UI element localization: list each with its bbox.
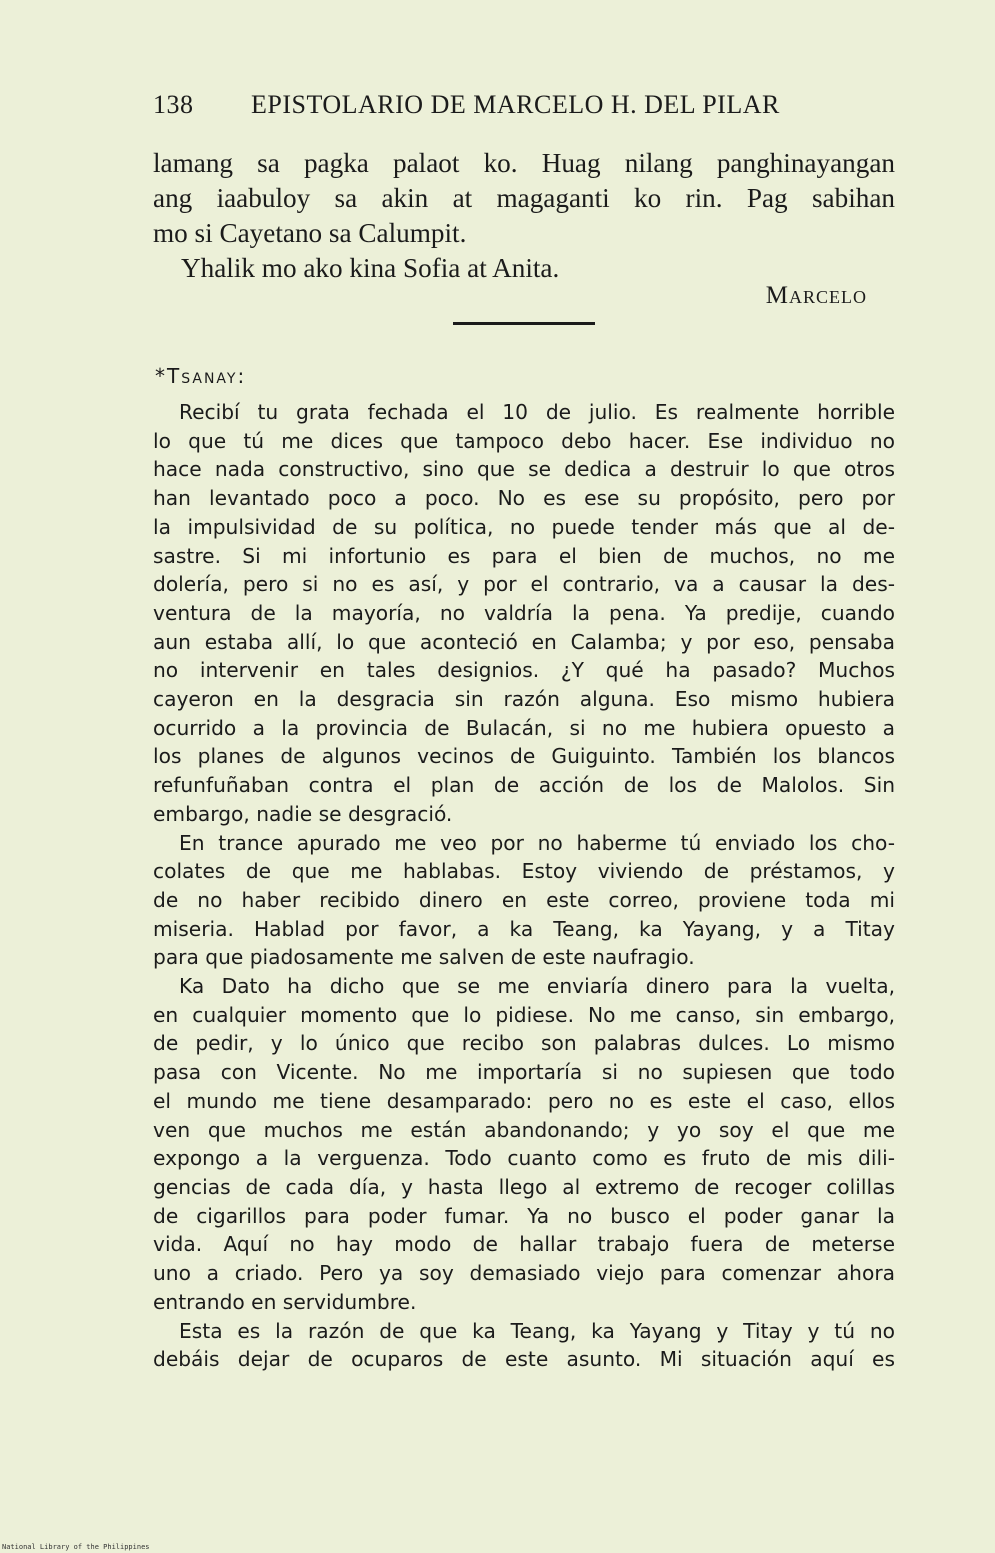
text-line: sastre. Si mi infortunio es para el bien de muchos, no me (153, 543, 895, 568)
text-line: el mundo me tiene desamparado: pero no es este el caso, ellos (153, 1088, 895, 1113)
library-credit: National Library of the Philippines (2, 1543, 150, 1551)
text-line: lo que tú me dices que tampoco debo hacer. Ese individuo no (153, 428, 895, 453)
text-line: dolería, pero si no es así, y por el contrario, va a causar la des- (153, 572, 895, 597)
text-line: colates de que me hablabas. Estoy viviendo de préstamos, y (153, 859, 895, 884)
text-line: debáis dejar de ocuparos de este asunto. Mi situación aquí es (153, 1347, 895, 1372)
tagalog-letter-ending (153, 146, 895, 286)
text-line: miseria. Hablad por favor, a ka Teang, ka Yayang, y a Titay (153, 916, 895, 941)
text-line: Esta es la razón de que ka Teang, ka Yayang y Titay y tú no (179, 1318, 895, 1343)
section-divider (453, 322, 595, 325)
text-line: mo si Cayetano sa Calumpit. (153, 218, 467, 248)
page-number: 138 (153, 90, 194, 119)
text-line: hace nada constructivo, sino que se dedica a destruir lo que otros (153, 457, 895, 482)
text-line: Yhalik mo ako kina Sofia at Anita. (181, 253, 560, 283)
salutation: *Tsanay: (155, 364, 247, 388)
text-line: no intervenir en tales designios. ¿Y qué ha pasado? Muchos (153, 658, 895, 683)
text-line: entrando en servidumbre. (153, 1289, 417, 1314)
text-line: refunfuñaban contra el plan de acción de los de Malolos. Sin (153, 773, 895, 798)
text-line: ven que muchos me están abandonando; y yo soy el que me (153, 1117, 895, 1142)
text-line: lamang sa pagka palaot ko. Huag nilang panghinayangan (153, 148, 895, 178)
text-line: los planes de algunos vecinos de Guiguinto. También los blancos (153, 744, 895, 769)
text-line: aun estaba allí, lo que aconteció en Calamba; y por eso, pensaba (153, 629, 895, 654)
text-line: Recibí tu grata fechada el 10 de julio. Es realmente horrible (179, 400, 895, 424)
text-line: de no haber recibido dinero en este correo, proviene toda mi (153, 887, 895, 912)
text-line: ventura de la mayoría, no valdría la pena. Ya predije, cuando (153, 600, 895, 625)
running-head (153, 90, 803, 120)
text-line: Ka Dato ha dicho que se me enviaría dinero para la vuelta, (179, 974, 895, 999)
text-line: para que piadosamente me salven de este naufragio. (153, 945, 695, 970)
signature: Marcelo (765, 282, 867, 309)
text-line: vida. Aquí no hay modo de hallar trabajo fuera de meterse (153, 1232, 895, 1257)
text-line: cayeron en la desgracia sin razón alguna. Eso mismo hubiera (153, 687, 895, 712)
text-line: en cualquier momento que lo pidiese. No me canso, sin embargo, (153, 1002, 895, 1027)
text-line: la impulsividad de su política, no puede tender más que al de- (153, 514, 895, 539)
text-line: uno a criado. Pero ya soy demasiado viejo para comenzar ahora (153, 1261, 895, 1286)
text-line: embargo, nadie se desgració. (153, 801, 453, 826)
text-line: expongo a la verguenza. Todo cuanto como es fruto de mis dili- (153, 1146, 895, 1171)
book-title: EPISTOLARIO DE MARCELO H. DEL PILAR (251, 90, 780, 119)
text-line: de pedir, y lo único que recibo son palabras dulces. Lo mismo (153, 1031, 895, 1056)
text-line: ocurrido a la provincia de Bulacán, si no me hubiera opuesto a (153, 715, 895, 740)
spanish-letter-body (153, 398, 895, 1374)
text-line: han levantado poco a poco. No es ese su propósito, pero por (153, 486, 895, 511)
text-line: pasa con Vicente. No me importaría si no supiesen que todo (153, 1060, 895, 1085)
text-line: ang iaabuloy sa akin at magaganti ko rin. Pag sabihan (153, 183, 895, 213)
text-line: de cigarillos para poder fumar. Ya no busco el poder ganar la (153, 1203, 895, 1228)
text-line: En trance apurado me veo por no haberme tú enviado los cho- (179, 830, 895, 855)
text-line: gencias de cada día, y hasta llego al extremo de recoger colillas (153, 1174, 895, 1199)
